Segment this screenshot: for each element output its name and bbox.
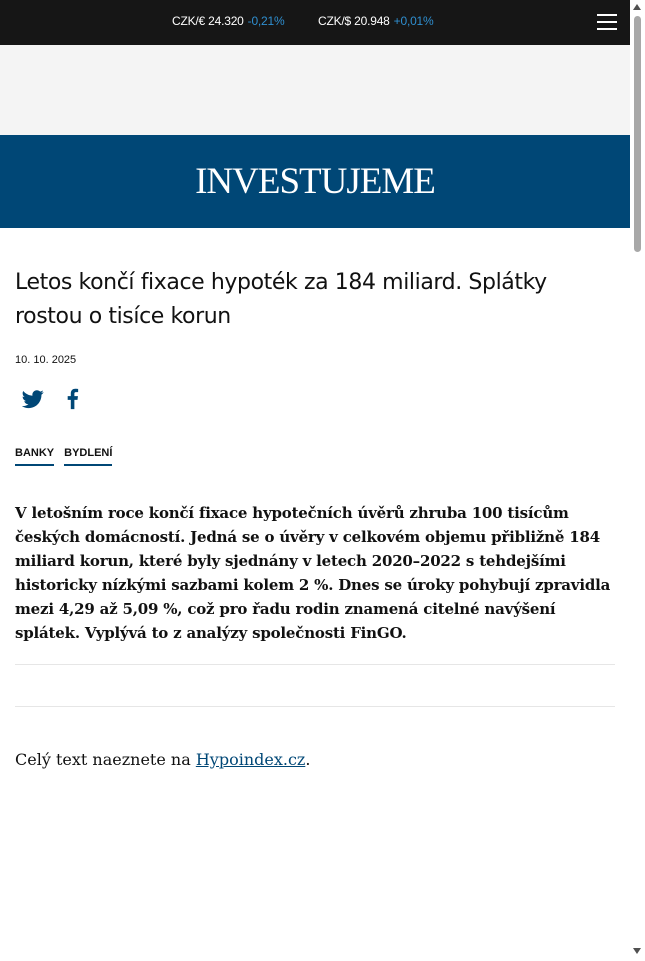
brand-header <box>0 135 630 228</box>
tag-bydleni[interactable]: BYDLENÍ <box>64 447 112 466</box>
ticker-usd[interactable] <box>318 14 434 28</box>
hamburger-line <box>597 28 617 30</box>
article-tags <box>15 447 112 466</box>
ticker-eur[interactable] <box>172 14 284 28</box>
ticker-usd-change: +0,01% <box>393 14 434 28</box>
divider <box>15 706 615 707</box>
facebook-icon[interactable] <box>62 388 84 410</box>
currency-ticker-bar <box>0 0 630 45</box>
scrollbar-thumb[interactable] <box>634 16 641 252</box>
scroll-up-arrow-icon[interactable] <box>633 4 641 10</box>
article-title: Letos končí fixace hypoték za 184 miliard. Splátky rostou o tisíce korun <box>15 270 547 329</box>
article-date: 10. 10. 2025 <box>15 354 77 366</box>
ticker-eur-rate: CZK/€ 24.320 <box>172 14 244 28</box>
tag-banky[interactable]: BANKY <box>15 447 54 466</box>
facebook-icon-svg <box>62 388 84 410</box>
source-suffix: . <box>305 750 311 769</box>
twitter-icon-svg <box>22 388 44 410</box>
scrollbar[interactable] <box>630 0 645 961</box>
article-perex: V letošním roce končí fixace hypotečních úvěrů zhruba 100 tisícům českých domácností. Jedná se o úvěry v celkovém objemu přibližně 184 miliard korun, které byly sjednány v letech 2020–2022 s tehdejšími historicky nízkými sazbami kolem 2 %. Dnes se úroky pohybují zpravidla mezi 4,29 až 5,09 %, což pro řadu rodin znamená citelné navýšení splátek. Vyplývá to z analýzy společnosti FinGO. <box>15 504 611 642</box>
source-prefix: Celý text naeznete na <box>15 750 196 769</box>
hamburger-line <box>597 14 617 16</box>
source-link[interactable]: Hypoindex.cz <box>195 750 306 769</box>
scroll-down-arrow-icon[interactable] <box>633 948 641 954</box>
ticker-usd-rate: CZK/$ 20.948 <box>318 14 390 28</box>
site-logo[interactable]: INVESTUJEME <box>195 161 435 202</box>
twitter-icon[interactable] <box>22 388 44 410</box>
divider <box>15 664 615 665</box>
ticker-eur-change: -0,21% <box>247 14 285 28</box>
hamburger-menu-icon[interactable] <box>597 14 617 30</box>
hamburger-line <box>597 21 617 23</box>
source-note <box>15 748 310 772</box>
ad-placeholder <box>0 45 630 135</box>
